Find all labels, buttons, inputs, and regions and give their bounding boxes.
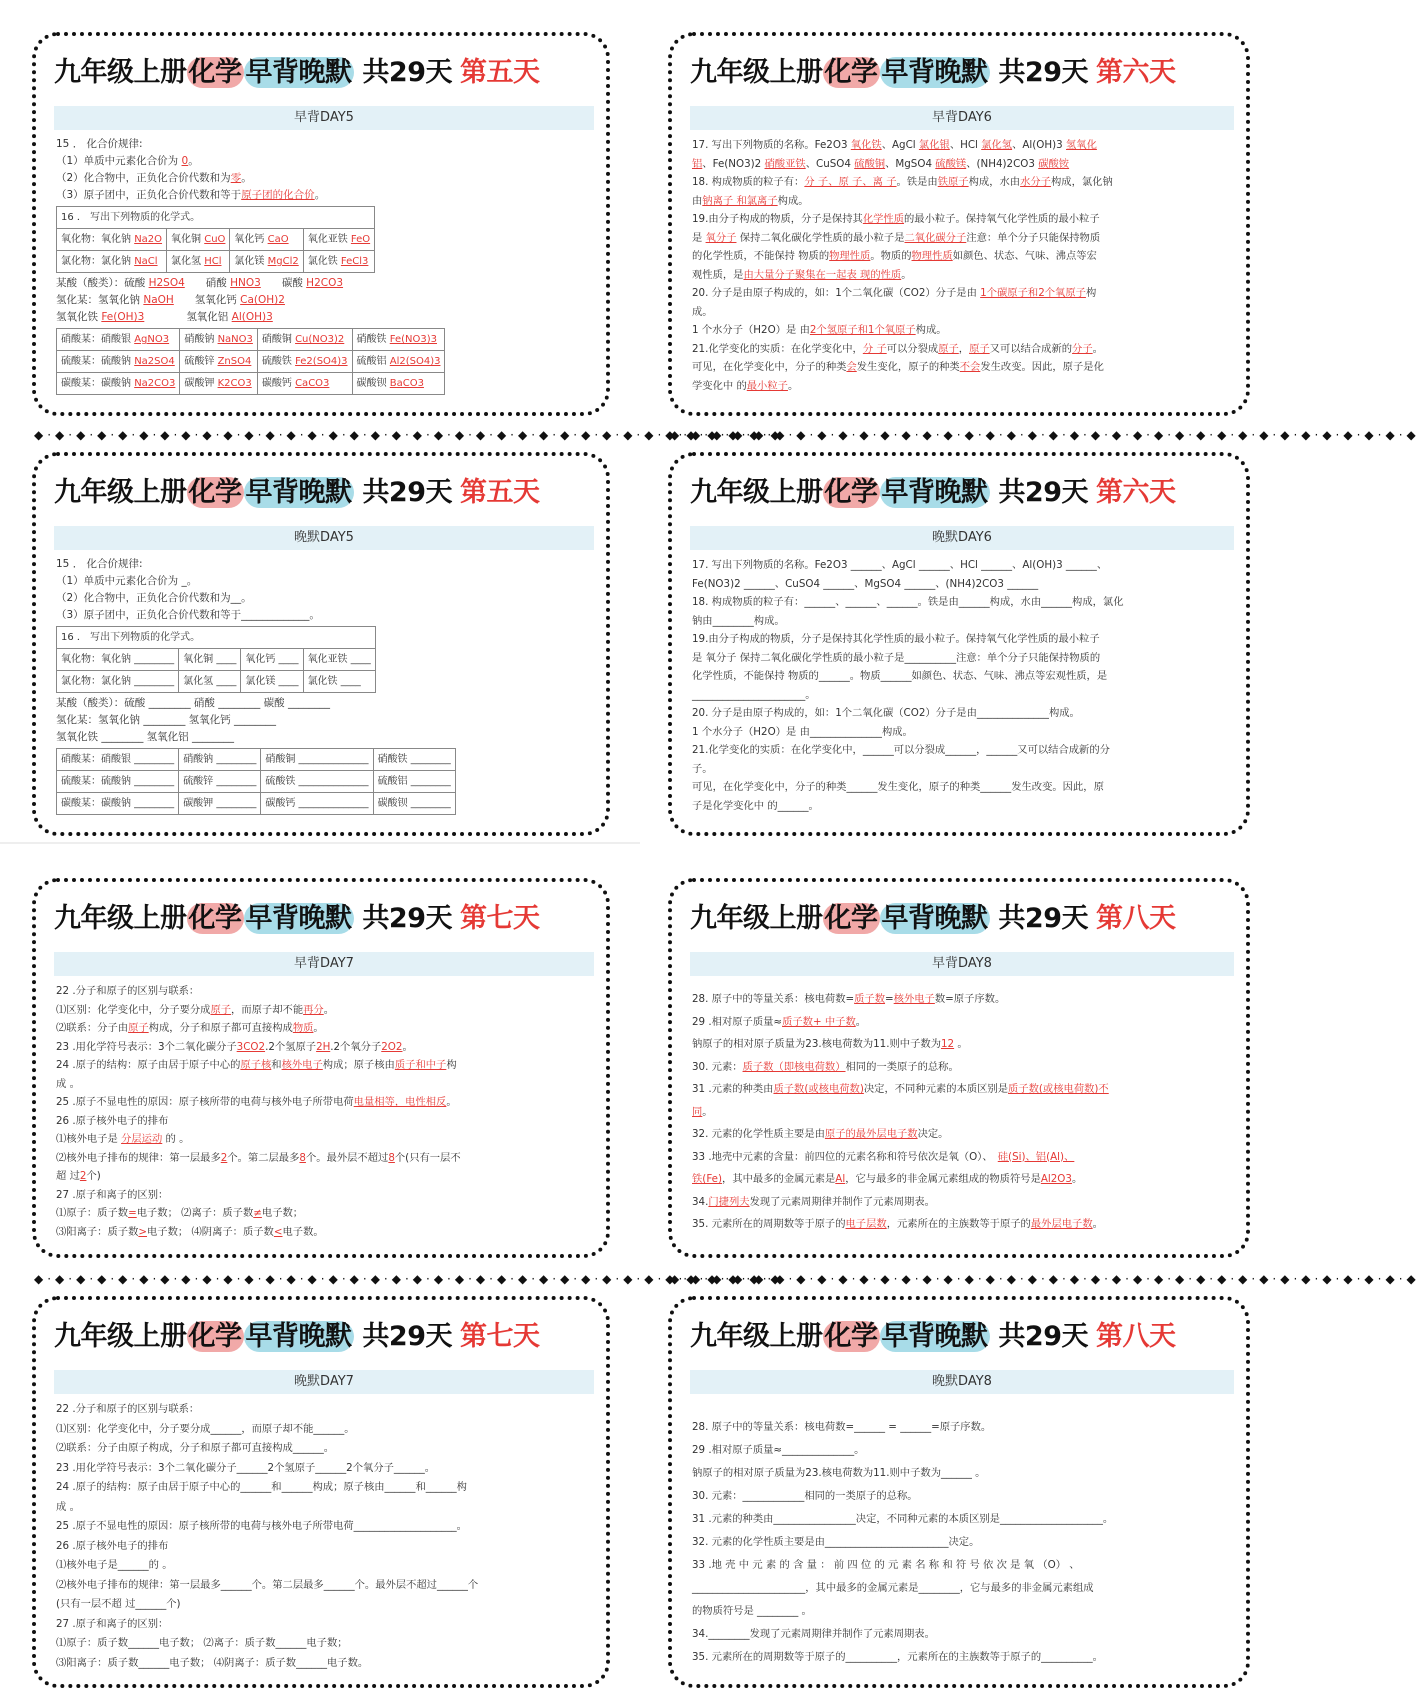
card-header: 九年级上册化学 早背晚默 共29天 第五天 bbox=[54, 477, 540, 508]
card-day6-evening bbox=[668, 452, 1250, 836]
section-bar: 早背DAY5 bbox=[54, 106, 594, 130]
section-bar: 早背DAY8 bbox=[690, 952, 1234, 976]
card-day5-morning bbox=[32, 32, 610, 416]
section-separator bbox=[0, 842, 640, 844]
card-day7-evening bbox=[32, 1296, 610, 1688]
section-bar: 晚默DAY8 bbox=[690, 1370, 1234, 1394]
section-bar: 早背DAY6 bbox=[690, 106, 1234, 130]
card-body: 22 .分子和原子的区别与联系： ⑴区别：化学变化中，分子要分成原子，而原子却不能再分。 ⑵联系：分子由原子构成，分子和原子都可直接构成物质。 23 .用化学符号表示：3个二氧化碳分子3CO2.2个氢原子2H.2个氧分子2O2。 24 .原子的结构：原子由居于原子中心的原子核和核外电子构成；原子核由质子和中子构 成 。 25 .原子不显电性的原因：原子核所带的电荷与核外电子所带电荷电量相等，电性相反。 26 .原子核外电子的排布 ⑴核外电子是 分层运动 的 。 ⑵核外电子排布的规律：第一层最多2个。第二层最多8个。最外层不超过8个(只有一层不 超 过2个) 27 .原子和离子的区别： ⑴原子：质子数=电子数； ⑵离子：质子数≠电子数； ⑶阳离子：质子数>电子数； ⑷阴离子：质子数<电子数。 bbox=[56, 985, 461, 1238]
card-body: 28. 原子中的等量关系：核电荷数=______ = ______=原子序数。 29 .相对原子质量≈______________。 钠原子的相对原子质量为23.核电荷数为11.则中子数为______ 。 30. 元素：____________相同的一类原子的总称。 31 .元素的种类由________________决定，不同种元素的本质区别是____________________。 32. 元素的化学性质主要是由________________________决定。 33 .地 壳 中 元 素 的 含 量 ： 前 四 位 的 元 素 名 称 和 符 号 依 次 是 氧 （O） 、 ______________________，其中最多的金属元素是________，它与最多的非金属元素组成 的物质符号是 ________ 。 34.________发现了元素周期律并制作了元素周期表。 35. 元素所在的周期数等于原子的__________，元素所在的主族数等于原子的__________。 bbox=[692, 1421, 1114, 1663]
section-bar: 晚默DAY5 bbox=[54, 526, 594, 550]
card-day8-evening bbox=[668, 1296, 1250, 1688]
divider: ◆·◆·◆·◆·◆·◆·◆·◆·◆·◆·◆·◆·◆·◆·◆·◆·◆·◆·◆·◆·◆·◆·◆·◆·◆·◆·◆·◆·◆·◆·◆·◆·◆·◆·◆·◆ bbox=[34, 1272, 784, 1286]
card-body: 17. 写出下列物质的名称。Fe2O3 氧化铁、AgCl 氯化银、HCl 氯化氢、Al(OH)3 氢氧化 铝、Fe(NO3)2 硝酸亚铁、CuSO4 硫酸铜、MgSO4 硫酸镁、(NH4)2CO3 碳酸铵 18. 构成物质的粒子有：分 子、原 子、离 子。铁是由铁原子构成，水由水分子构成，氯化钠 由钠离子 和氯离子构成。 19.由分子构成的物质，分子是保持其化学性质的最小粒子。保持氧气化学性质的最小粒子 是 氧分子 保持二氧化碳化学性质的最小粒子是二氧化碳分子注意：单个分子只能保持物质 的化学性质，不能保持 物质的物理性质。物质的物理性质如颜色、状态、气味、沸点等宏 观性质，是由大量分子聚集在一起表 现的性质。 20. 分子是由原子构成的，如：1个二氧化碳（CO2）分子是由 1个碳原子和2个氧原子构 成。 1 个水分子（H2O）是 由2个氢原子和1个氧原子构成。 21.化学变化的实质：在化学变化中，分 子可以分裂成原子，原子又可以结合成新的分子。 可见，在化学变化中，分子的种类会发生变化，原子的种类不会发生改变。因此，原子是化 学变化中 的最小粒子。 bbox=[692, 139, 1113, 392]
section-bar: 晚默DAY6 bbox=[690, 526, 1234, 550]
card-day8-morning bbox=[668, 878, 1250, 1258]
salt-table: 硝酸某：硝酸银 AgNO3 硝酸钠 NaNO3 硝酸铜 Cu(NO3)2 硝酸铁 Fe(NO3)3 硫酸某：硫酸钠 Na2SO4 硫酸锌 ZnSO4 硫酸铁 Fe2(SO4)3 硫酸铝 Al2(SO4)3 碳酸某：碳酸钠 Na2CO3 碳酸钾 K2CO3 碳酸钙 CaCO3 碳酸钡 BaCO3 bbox=[56, 328, 445, 395]
divider: ◆·◆·◆·◆·◆·◆·◆·◆·◆·◆·◆·◆·◆·◆·◆·◆·◆·◆·◆·◆·◆·◆·◆·◆·◆·◆·◆·◆·◆·◆·◆·◆·◆·◆·◆·◆ bbox=[670, 428, 1420, 442]
card-header: 九年级上册化学 早背晚默 共29天 第八天 bbox=[690, 903, 1176, 934]
card-header: 九年级上册化学 早背晚默 共29天 第六天 bbox=[690, 57, 1176, 88]
card-day6-morning bbox=[668, 32, 1250, 416]
card-body: 17. 写出下列物质的名称。Fe2O3 ______、AgCl ______、HCl ______、Al(OH)3 ______、 Fe(NO3)2 ______、CuSO4 ______、MgSO4 ______、(NH4)2CO3 ______ 18. 构成物质的粒子有：______、______、______。铁是由______构成，水由______构成，氯化 钠由________构成。 19.由分子构成的物质，分子是保持其化学性质的最小粒子。保持氧气化学性质的最小粒子 是 氧分子 保持二氧化碳化学性质的最小粒子是__________注意：单个分子只能保持物质的 化学性质，不能保持 物质的______。物质______如颜色、状态、气味、沸点等宏观性质，是 ______________________。 20. 分子是由原子构成的，如：1个二氧化碳（CO2）分子是由______________构成。 1 个水分子（H2O）是 由______________构成。 21.化学变化的实质：在化学变化中，______可以分裂成______，______又可以结合成新的分 子。 可见，在化学变化中，分子的种类______发生变化，原子的种类______发生改变。因此，原 子是化学变化中 的______。 bbox=[692, 559, 1124, 812]
card-day5-evening bbox=[32, 452, 610, 836]
card-header: 九年级上册化学 早背晚默 共29天 第七天 bbox=[54, 903, 540, 934]
section-bar: 早背DAY7 bbox=[54, 952, 594, 976]
card-header: 九年级上册化学 早背晚默 共29天 第五天 bbox=[54, 57, 540, 88]
section-bar: 晚默DAY7 bbox=[54, 1370, 594, 1394]
formula-table: 16 ． 写出下列物质的化学式。 氧化物：氧化钠 Na2O 氧化铜 CuO 氧化钙 CaO 氧化亚铁 FeO 氯化物：氯化钠 NaCl 氯化氢 HCl 氯化镁 MgCl2 氯化铁 FeCl3 bbox=[56, 206, 375, 273]
card-header: 九年级上册化学 早背晚默 共29天 第八天 bbox=[690, 1321, 1176, 1352]
card-body: 22 .分子和原子的区别与联系： ⑴区别：化学变化中，分子要分成______，而原子却不能______。 ⑵联系：分子由原子构成，分子和原子都可直接构成______。 23 .用化学符号表示：3个二氧化碳分子______2个氢原子______2个氧分子______。 24 .原子的结构：原子由居于原子中心的______和______构成；原子核由______和______构 成 。 25 .原子不显电性的原因：原子核所带的电荷与核外电子所带电荷____________________。 26 .原子核外电子的排布 ⑴核外电子是______的 。 ⑵核外电子排布的规律：第一层最多______个。第二层最多______个。最外层不超过______个 (只有一层不超 过______个) 27 .原子和离子的区别： ⑴原子：质子数______电子数； ⑵离子：质子数______电子数； ⑶阳离子：质子数______电子数； ⑷阴离子：质子数______电子数。 bbox=[56, 1403, 479, 1669]
card-header: 九年级上册化学 早背晚默 共29天 第六天 bbox=[690, 477, 1176, 508]
card-body: 15 ． 化合价规律: （1）单质中元素化合价为 0。 （2）化合物中，正负化合价代数和为零。 （3）原子团中，正负化合价代数和等于原子团的化合价。 16 ． 写出下列物质的化学式。 氧化物：氧化钠 Na2O 氧化铜 CuO 氧化钙 CaO 氧化亚铁 FeO 氯化物：氯化钠 NaCl 氯化氢 HCl 氯化镁 MgCl2 氯化铁 FeCl3 某酸（酸类）：硫酸 H2SO4 硝酸 HNO3 碳酸 H2CO3 氢化某：氢氧化钠 NaOH 氢氧化钙 Ca(OH)2 氢氧化铁 Fe(OH)3 氢氧化铝 Al(OH)3 硝酸某：硝酸银 AgNO3 硝酸钠 NaNO3 硝酸铜 Cu(NO3)2 硝酸铁 Fe(NO3)3 硫酸某：硫酸钠 Na2SO4 硫酸锌 ZnSO4 硫酸铁 Fe2(SO4)3 硫酸铝 Al2(SO4)3 碳酸某：碳酸钠 Na2CO3 碳酸钾 K2CO3 碳酸钙 CaCO3 碳酸钡 BaCO3 bbox=[56, 136, 592, 397]
card-day7-morning bbox=[32, 878, 610, 1258]
divider: ◆·◆·◆·◆·◆·◆·◆·◆·◆·◆·◆·◆·◆·◆·◆·◆·◆·◆·◆·◆·◆·◆·◆·◆·◆·◆·◆·◆·◆·◆·◆·◆·◆·◆·◆·◆ bbox=[670, 1272, 1420, 1286]
divider: ◆·◆·◆·◆·◆·◆·◆·◆·◆·◆·◆·◆·◆·◆·◆·◆·◆·◆·◆·◆·◆·◆·◆·◆·◆·◆·◆·◆·◆·◆·◆·◆·◆·◆·◆·◆ bbox=[34, 428, 784, 442]
formula-table: 16 ． 写出下列物质的化学式。 氧化物：氧化钠 ________ 氧化铜 ____ 氧化钙 ____ 氧化亚铁 ____ 氯化物：氯化钠 ________ 氯化氢 ____ 氯化镁 ____ 氯化铁 ____ bbox=[56, 626, 376, 693]
salt-table: 硝酸某：硝酸银 ________ 硝酸钠 ________ 硝酸铜 ______________ 硝酸铁 ________ 硫酸某：硫酸钠 ________ 硫酸锌 ________ 硫酸铁 ______________ 硫酸铝 ________ 碳酸某：碳酸钠 ________ 碳酸钾 ________ 碳酸钙 ______________ 碳酸钡 ________ bbox=[56, 748, 456, 815]
card-body: 15 ． 化合价规律: （1）单质中元素化合价为 _。 （2）化合物中，正负化合价代数和为__。 （3）原子团中，正负化合价代数和等于_____________。 16 ． 写出下列物质的化学式。 氧化物：氧化钠 ________ 氧化铜 ____ 氧化钙 ____ 氧化亚铁 ____ 氯化物：氯化钠 ________ 氯化氢 ____ 氯化镁 ____ 氯化铁 ____ 某酸（酸类）：硫酸 ________ 硝酸 ________ 碳酸 ________ 氢化某：氢氧化钠 ________ 氢氧化钙 ________ 氢氧化铁 ________ 氢氧化铝 ________ 硝酸某：硝酸银 ________ 硝酸钠 ________ 硝酸铜 ______________ 硝酸铁 ________ 硫酸某：硫酸钠 ________ 硫酸锌 ________ 硫酸铁 ______________ 硫酸铝 ________ 碳酸某：碳酸钠 ________ 碳酸钾 ________ 碳酸钙 ______________ 碳酸钡 ________ bbox=[56, 556, 592, 817]
card-header: 九年级上册化学 早背晚默 共29天 第七天 bbox=[54, 1321, 540, 1352]
card-body: 28. 原子中的等量关系：核电荷数=质子数=核外电子数=原子序数。 29 .相对原子质量≈质子数+ 中子数。 钠原子的相对原子质量为23.核电荷数为11.则中子数为12 。 30. 元素：质子数（即核电荷数）相同的一类原子的总称。 31 .元素的种类由质子数(或核电荷数)决定，不同种元素的本质区别是质子数(或核电荷数)不 同。 32. 元素的化学性质主要是由原子的最外层电子数决定。 33 .地壳中元素的含量：前四位的元素名称和符号依次是氧（O）、 硅(Si)、铝(Al)、 铁(Fe)，其中最多的金属元素是Al，它与最多的非金属元素组成的物质符号是Al2O3。 34.门捷列夫发现了元素周期律并制作了元素周期表。 35. 元素所在的周期数等于原子的电子层数，元素所在的主族数等于原子的最外层电子数。 bbox=[692, 993, 1109, 1230]
